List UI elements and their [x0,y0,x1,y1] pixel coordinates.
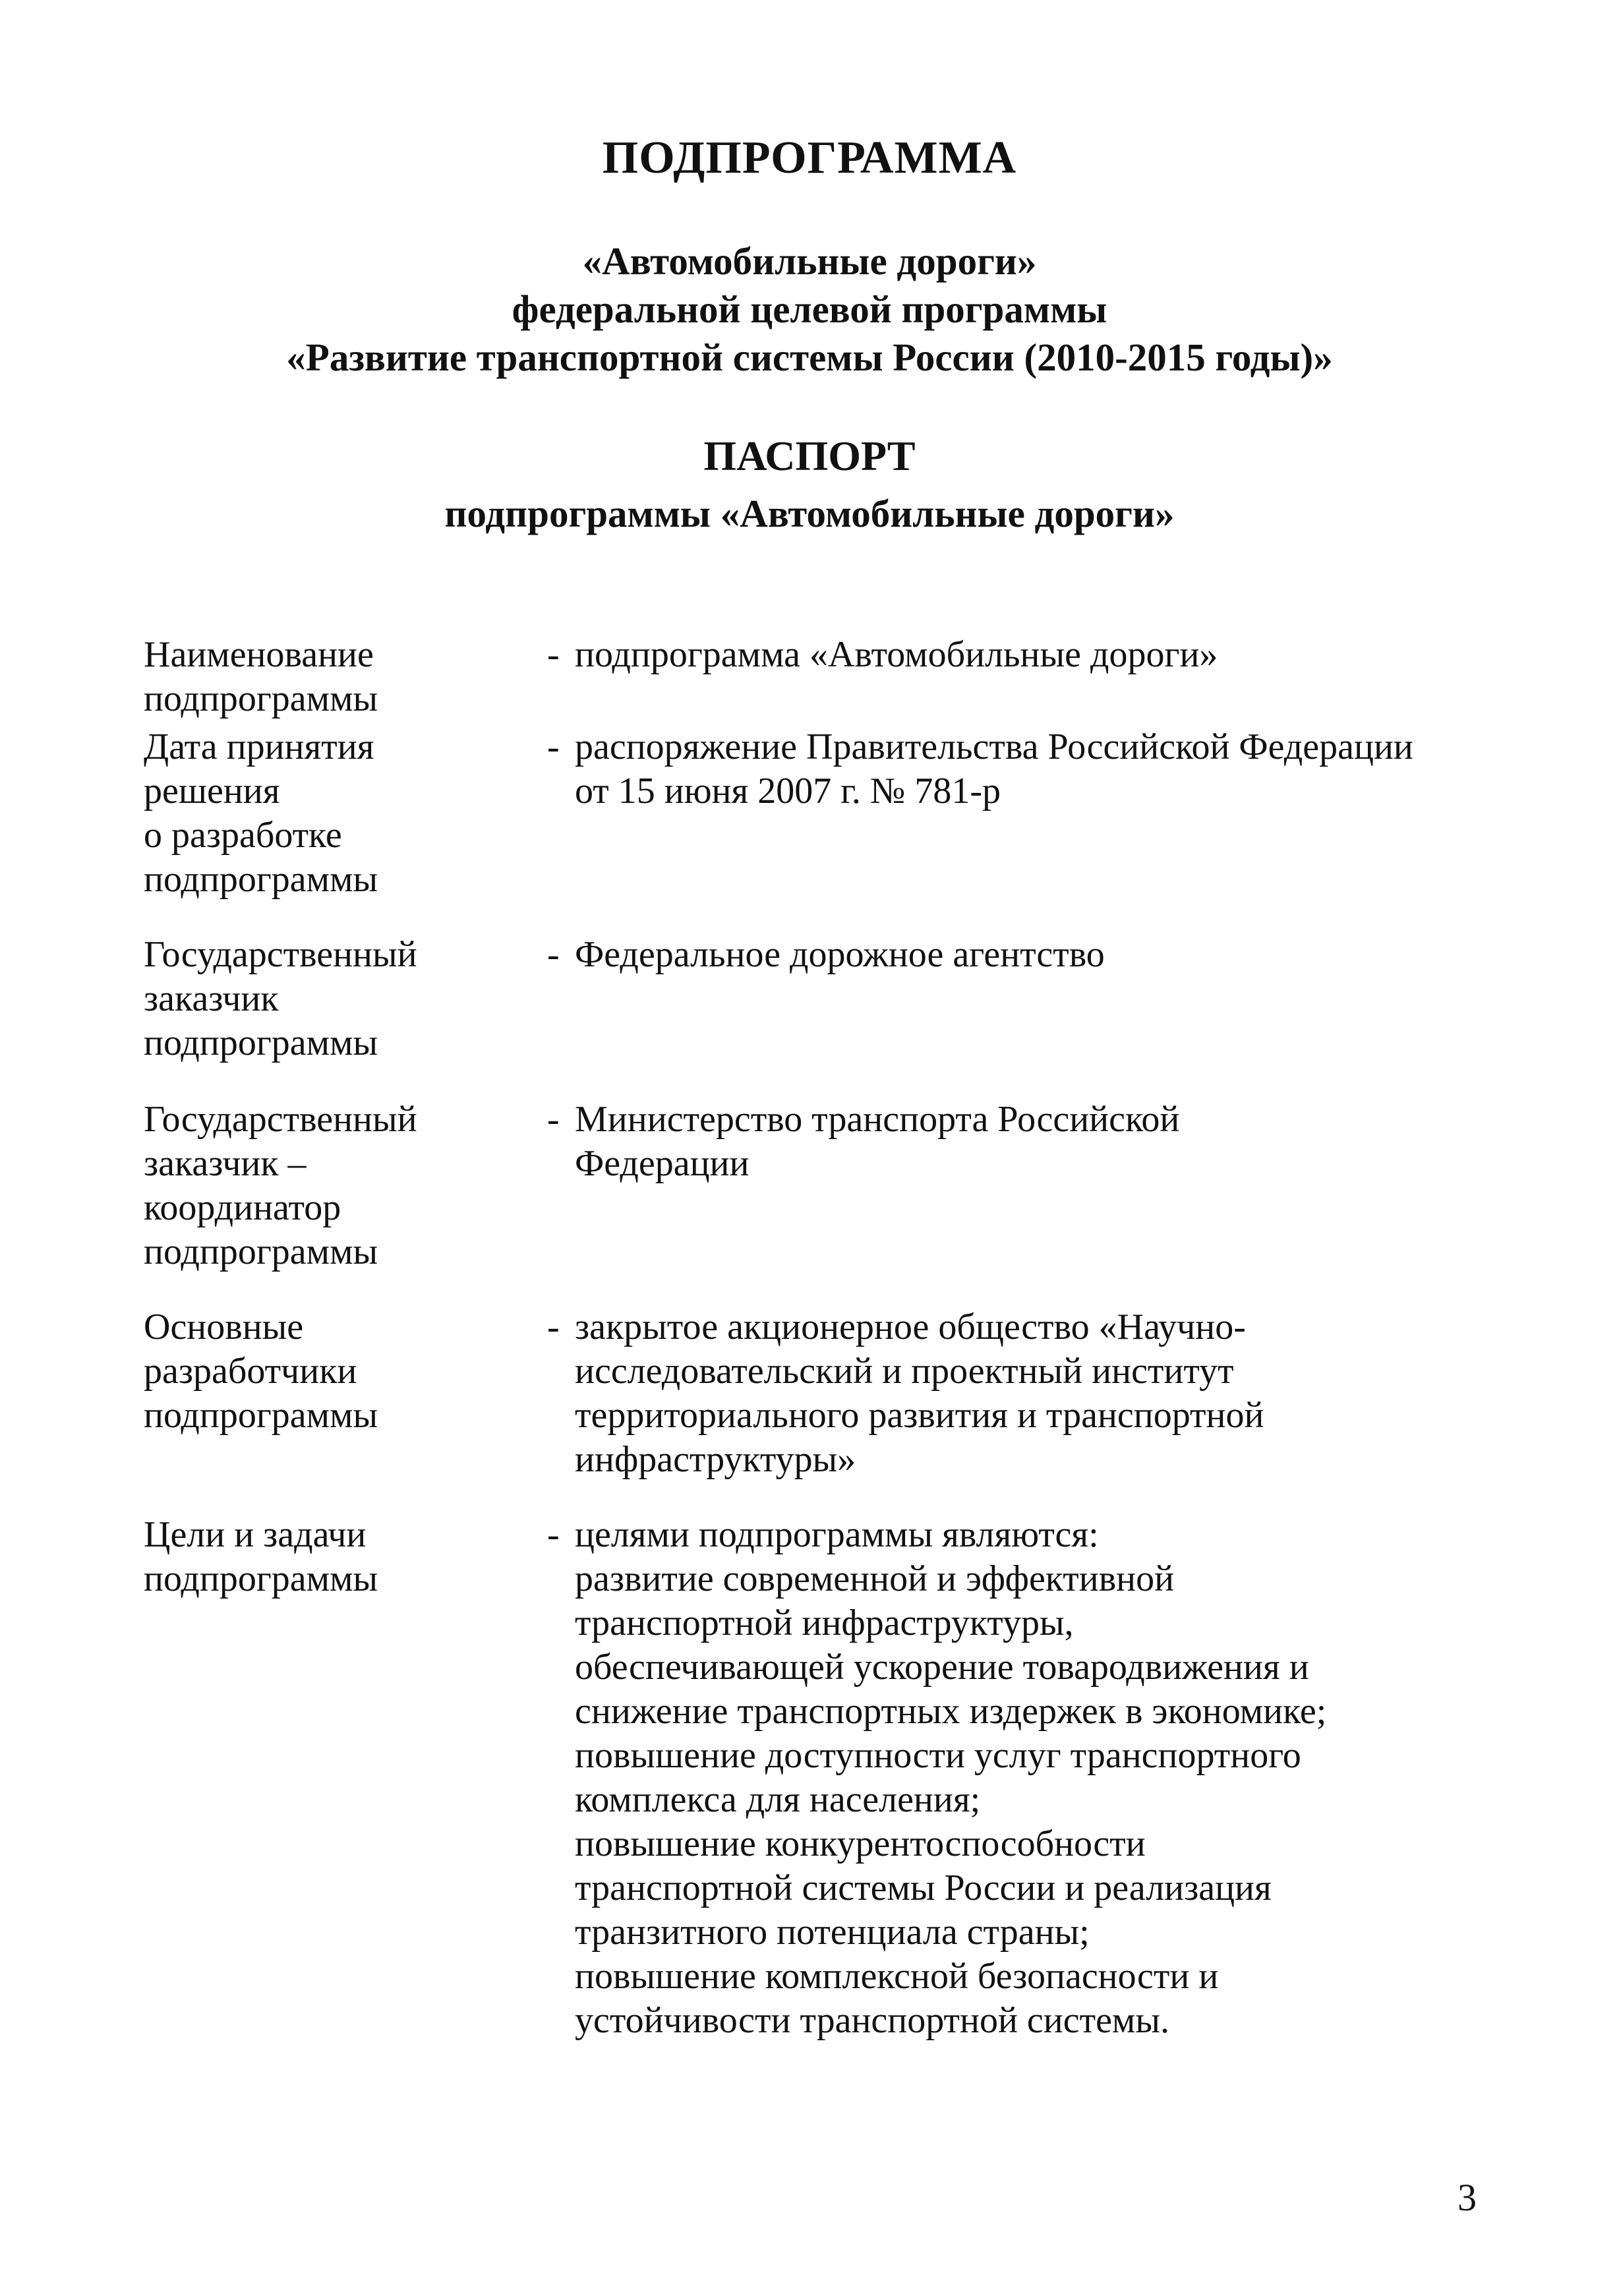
dash-marker: - [547,1307,560,1347]
row-label [144,1305,513,1438]
label-line: подпрограммы [144,1558,378,1599]
value-line: устойчивости транспортной системы. [575,2000,1169,2041]
label-line: решения [144,771,280,811]
page-number: 3 [1457,2176,1477,2219]
value-line: повышение комплексной безопасности и [575,1956,1219,1997]
value-line: комплекса для населения; [575,1779,981,1820]
label-line: Основные [144,1307,304,1347]
label-line: Государственный [144,934,417,975]
label-line: заказчик – [144,1143,307,1184]
document-title: ПОДПРОГРАММА [602,132,1017,183]
label-line: разработчики [144,1351,357,1392]
subtitle-line: федеральной целевой программы [512,287,1107,331]
label-line: Дата принятия [144,726,374,767]
row-label [144,1513,513,1601]
value-line: повышение конкурентоспособности [575,1823,1146,1864]
value-line: транспортной инфраструктуры, [575,1603,1074,1643]
passport-row [0,1098,1619,1305]
label-line: о разработке [144,815,342,856]
label-line: Цели и задачи [144,1514,367,1555]
label-line: Государственный [144,1099,417,1140]
subtitle-line: «Развитие транспортной системы России (2010-2015 годы)» [286,336,1333,379]
value-line: Министерство транспорта Российской [575,1099,1180,1140]
passport-row [0,1513,1619,2053]
row-label [144,725,513,902]
passport-title: ПАСПОРТ [703,432,916,479]
label-line: заказчик [144,978,279,1019]
passport-table [0,633,1619,2053]
program-subtitle [0,237,1619,382]
passport-subtitle: подпрограммы «Автомобильные дороги» [444,492,1175,535]
value-line: повышение доступности услуг транспортного [575,1735,1301,1776]
value-line: транзитного потенциала страны; [575,1912,1090,1953]
value-line: целями подпрограммы являются: [575,1514,1099,1555]
value-line: распоряжение Правительства Российской Федерации [575,726,1413,767]
dash-marker: - [547,634,560,675]
value-line: территориального развития и транспортной [575,1395,1264,1436]
dash-marker: - [547,934,560,975]
value-line: исследовательский и проектный институт [575,1351,1234,1392]
dash-marker: - [547,1514,560,1555]
label-line: координатор [144,1187,341,1228]
value-line: обеспечивающей ускорение товародвижения и [575,1647,1309,1688]
dash-marker: - [547,1099,560,1140]
row-label [144,933,513,1065]
passport-row [0,633,1619,725]
value-line: Федерации [575,1143,750,1184]
label-line: подпрограммы [144,1395,378,1436]
value-line: развитие современной и эффективной [575,1558,1175,1599]
label-line: подпрограммы [144,1022,378,1063]
label-line: подпрограммы [144,859,378,900]
subtitle-line: «Автомобильные дороги» [582,239,1037,283]
passport-row [0,725,1619,933]
value-line: инфраструктуры» [575,1439,856,1480]
label-line: подпрограммы [144,1231,378,1272]
passport-row [0,1305,1619,1513]
value-line: от 15 июня 2007 г. № 781-р [575,771,1001,811]
value-line: подпрограмма «Автомобильные дороги» [575,634,1218,675]
row-label [144,633,513,721]
label-line: подпрограммы [144,678,378,719]
value-line: транспортной системы России и реализация [575,1868,1272,1908]
label-line: Наименование [144,634,374,675]
dash-marker: - [547,726,560,767]
passport-row [0,933,1619,1098]
value-line: закрытое акционерное общество «Научно- [575,1307,1246,1347]
row-label [144,1098,513,1274]
value-line: снижение транспортных издержек в экономике; [575,1691,1327,1732]
value-line: Федеральное дорожное агентство [575,934,1105,975]
